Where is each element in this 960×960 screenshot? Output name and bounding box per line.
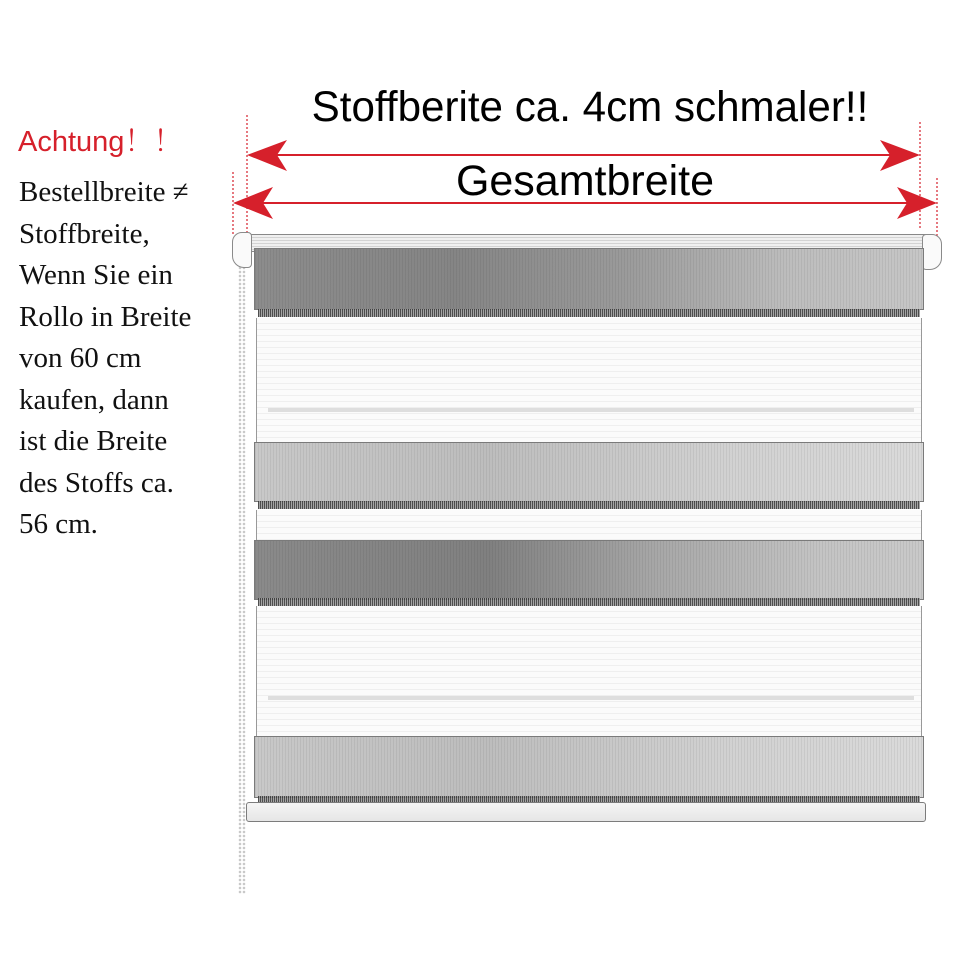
sheer-line: [268, 696, 914, 700]
dimension-arrows: [0, 0, 960, 260]
sheer-line: [268, 408, 914, 412]
sheer-stripe: [256, 510, 922, 540]
bottom-rail: [246, 802, 926, 822]
total-width-label: Gesamtbreite: [455, 157, 715, 205]
double-roller-blind-illustration: [232, 226, 944, 826]
left-end-cap: [232, 232, 252, 268]
stripe-seam: [258, 501, 920, 509]
warning-line: Rollo in Breite: [19, 300, 192, 333]
double-headed-arrow-icon: [247, 140, 920, 171]
warning-line: kaufen, dann: [19, 383, 169, 416]
opaque-stripe: [254, 442, 924, 502]
double-headed-arrow-icon: [233, 187, 937, 219]
fabric-width-label: Stoffberite ca. 4cm schmaler!!: [311, 83, 869, 131]
warning-title: Achtung！！: [18, 126, 183, 158]
warning-line: 56 cm.: [19, 508, 98, 540]
opaque-stripe: [254, 248, 924, 310]
stripe-seam: [258, 309, 920, 317]
sheer-stripe: [256, 606, 922, 736]
warning-line: Wenn Sie ein: [19, 259, 173, 291]
right-end-cap: [922, 234, 942, 270]
opaque-stripe: [254, 540, 924, 600]
guide-lines: [233, 115, 937, 236]
stripe-seam: [258, 598, 920, 606]
opaque-stripe: [254, 736, 924, 798]
warning-line: des Stoffs ca.: [19, 466, 174, 499]
warning-line: von 60 cm: [19, 342, 142, 374]
sheer-stripe: [256, 318, 922, 442]
warning-line: Bestellbreite ≠: [19, 176, 189, 208]
warning-line: Stoffbreite,: [19, 217, 150, 250]
warning-line: ist die Breite: [19, 425, 168, 457]
